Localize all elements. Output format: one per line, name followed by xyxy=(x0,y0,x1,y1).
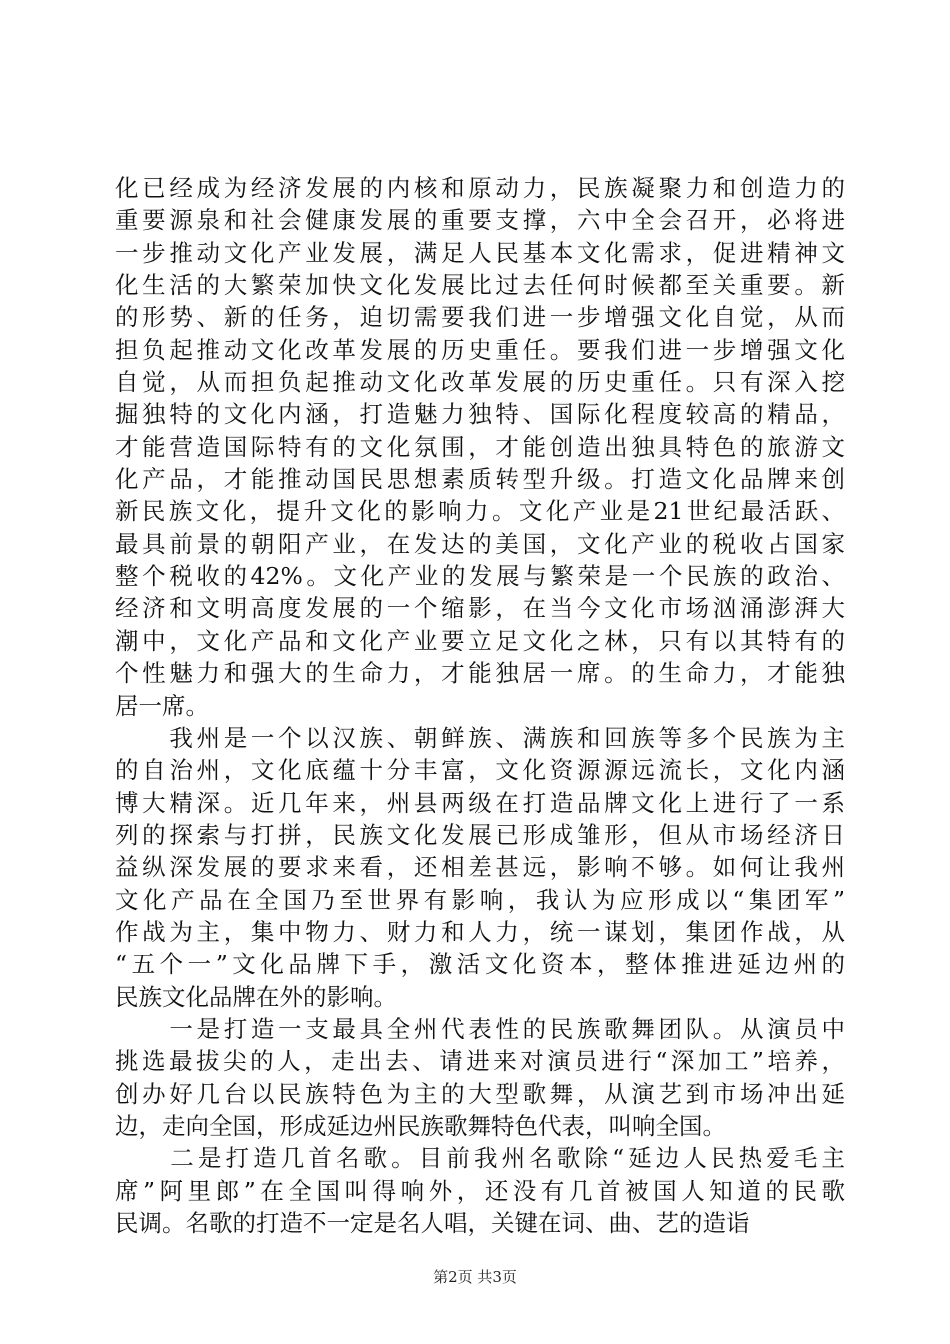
text-line: 自觉，从而担负起推动文化改革发展的历史重任。只有深入挖 xyxy=(115,368,845,397)
text-line: 重要源泉和社会健康发展的重要支撑，六中全会召开，必将进 xyxy=(115,206,845,235)
text-line: 居一席。 xyxy=(115,691,209,720)
text-line: 新民族文化，提升文化的影响力。文化产业是21世纪最活跃、 xyxy=(115,497,845,526)
text-line: 担负起推动文化改革发展的历史重任。要我们进一步增强文化 xyxy=(115,335,845,364)
text-line: 一步推动文化产业发展，满足人民基本文化需求，促进精神文 xyxy=(115,238,845,267)
text-line: 边，走向全国，形成延边州民族歌舞特色代表，叫响全国。 xyxy=(115,1111,726,1140)
text-line: 个性魅力和强大的生命力，才能独居一席。的生命力，才能独 xyxy=(115,659,845,688)
paragraph xyxy=(115,1142,845,1239)
text-line: 才能营造国际特有的文化氛围，才能创造出独具特色的旅游文 xyxy=(115,432,845,461)
paragraph xyxy=(115,722,845,1013)
text-line: 民族文化品牌在外的影响。 xyxy=(115,982,397,1011)
text-line: 我州是一个以汉族、朝鲜族、满族和回族等多个民族为主 xyxy=(115,723,845,752)
text-line: 的形势、新的任务，迫切需要我们进一步增强文化自觉，从而 xyxy=(115,303,845,332)
text-line: 创办好几台以民族特色为主的大型歌舞，从演艺到市场冲出延 xyxy=(115,1079,845,1108)
text-line: 挑选最拔尖的人，走出去、请进来对演员进行“深加工”培养， xyxy=(115,1047,845,1076)
text-line: 文化产品在全国乃至世界有影响，我认为应形成以“集团军” xyxy=(115,885,845,914)
text-line: 博大精深。近几年来，州县两级在打造品牌文化上进行了一系 xyxy=(115,788,845,817)
paragraph xyxy=(115,1013,845,1142)
text-line: 整个税收的42%。文化产业的发展与繁荣是一个民族的政治、 xyxy=(115,562,845,591)
text-line: “五个一”文化品牌下手，激活文化资本，整体推进延边州的 xyxy=(115,950,845,979)
text-line: 的自治州，文化底蕴十分丰富，文化资源源远流长，文化内涵 xyxy=(115,756,845,785)
text-line: 化已经成为经济发展的内核和原动力，民族凝聚力和创造力的 xyxy=(115,174,845,202)
text-line: 一是打造一支最具全州代表性的民族歌舞团队。从演员中 xyxy=(115,1014,845,1043)
text-line: 潮中，文化产品和文化产业要立足文化之林，只有以其特有的 xyxy=(115,626,845,655)
text-line: 益纵深发展的要求来看，还相差甚远，影响不够。如何让我州 xyxy=(115,853,845,882)
text-line: 席”阿里郎”在全国叫得响外，还没有几首被国人知道的民歌 xyxy=(115,1176,845,1205)
document-body xyxy=(115,172,845,1239)
text-line: 最具前景的朝阳产业，在发达的美国，文化产业的税收占国家 xyxy=(115,529,845,558)
text-line: 掘独特的文化内涵，打造魅力独特、国际化程度较高的精品， xyxy=(115,400,845,429)
text-line: 作战为主，集中物力、财力和人力，统一谋划，集团作战，从 xyxy=(115,917,845,946)
text-line: 民调。名歌的打造不一定是名人唱，关键在词、曲、艺的造诣 xyxy=(115,1209,750,1237)
text-line: 列的探索与打拼，民族文化发展已形成雏形，但从市场经济日 xyxy=(115,820,845,849)
text-line: 化产品，才能推动国民思想素质转型升级。打造文化品牌来创 xyxy=(115,465,845,494)
text-line: 化生活的大繁荣加快文化发展比过去任何时候都至关重要。新 xyxy=(115,271,845,300)
text-line: 经济和文明高度发展的一个缩影，在当今文化市场汹涌澎湃大 xyxy=(115,594,845,623)
page-footer: 第2页 共3页 xyxy=(433,1268,517,1286)
paragraph xyxy=(115,172,845,722)
text-line: 二是打造几首名歌。目前我州名歌除“延边人民热爱毛主 xyxy=(115,1144,845,1173)
